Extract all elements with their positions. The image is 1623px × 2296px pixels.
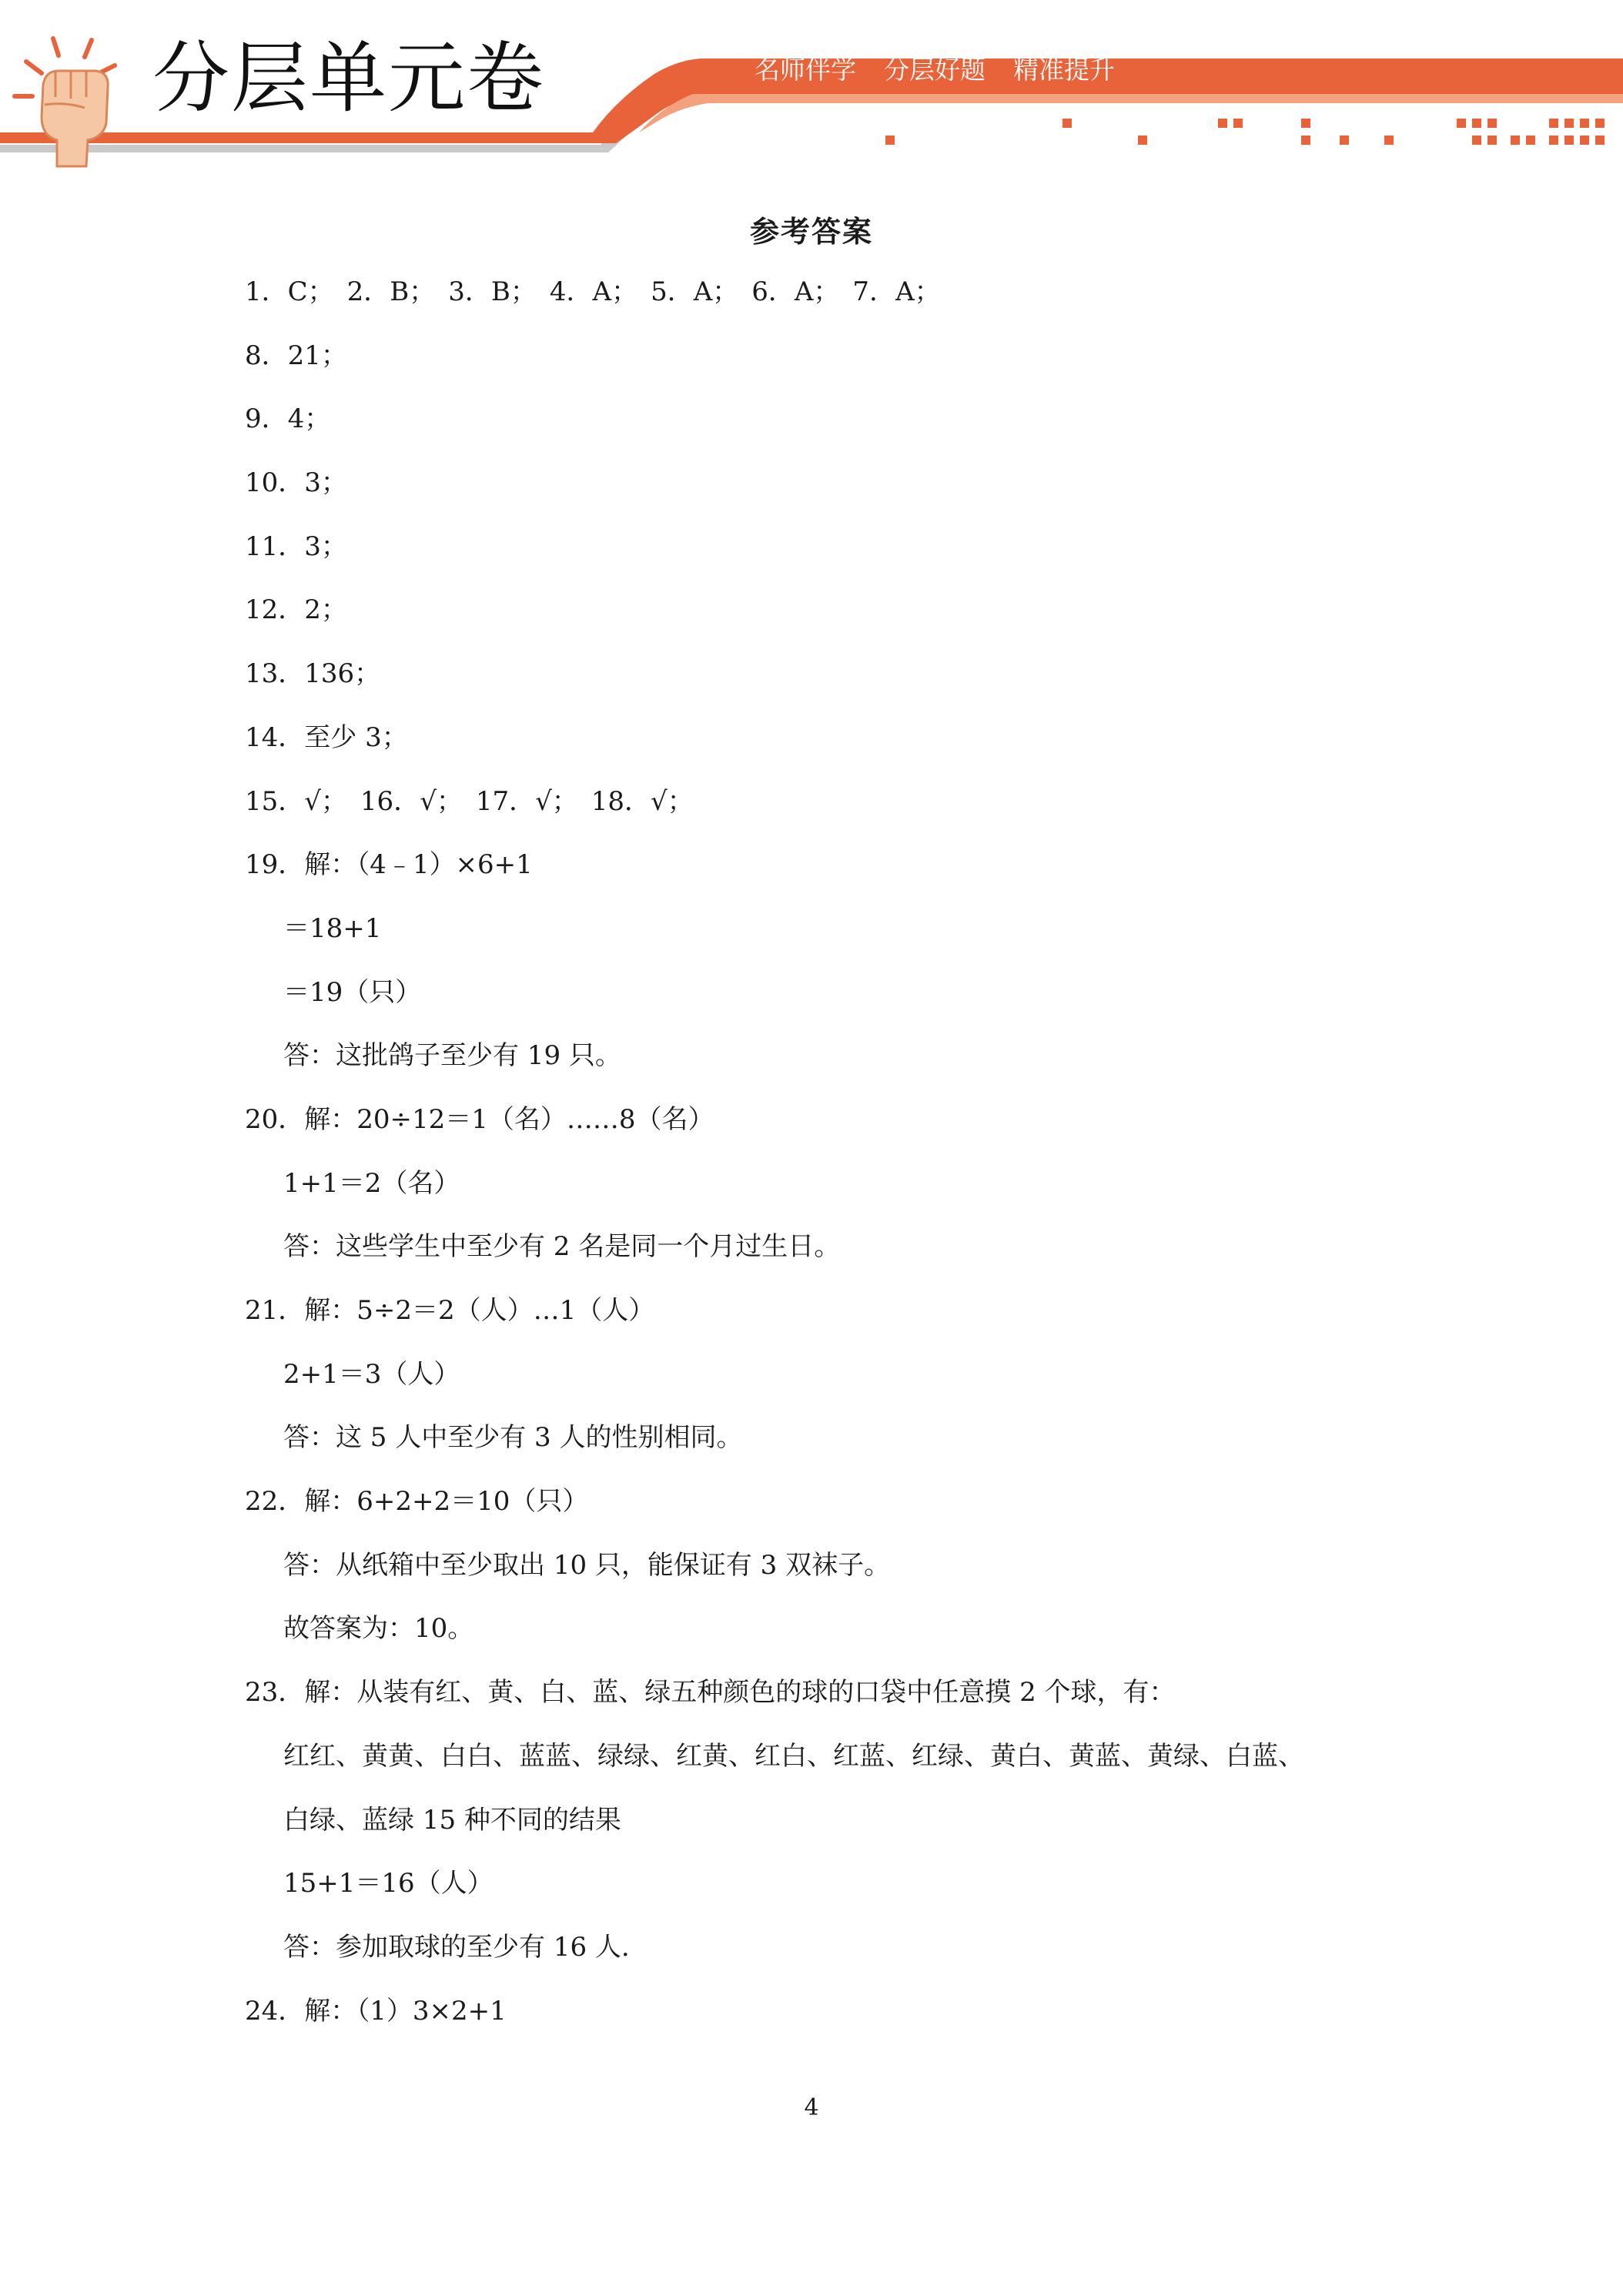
slogan-part: 精准提升 <box>1013 55 1115 85</box>
answer-line: 11．3； <box>245 530 347 562</box>
answer-line: 红红、黄黄、白白、蓝蓝、绿绿、红黄、红白、红蓝、红绿、黄白、黄蓝、黄绿、白蓝、 <box>283 1740 1304 1772</box>
page-header <box>0 0 1623 177</box>
answer-line: 1．C； 2．B； 3．B； 4．A； 5．A； 6．A； 7．A； <box>245 276 941 307</box>
answer-line: 15．√； 16．√； 17．√； 18．√； <box>245 785 694 817</box>
answer-list <box>245 274 1492 2057</box>
answer-line: 8．21； <box>245 340 347 371</box>
answer-line: 21．解：5÷2＝2（人）…1（人） <box>245 1295 655 1326</box>
answer-line: 答：这些学生中至少有 2 名是同一个月过生日。 <box>283 1231 841 1263</box>
answer-line: 答：从纸箱中至少取出 10 只，能保证有 3 双袜子。 <box>283 1549 891 1581</box>
page-number: 4 <box>804 2094 819 2121</box>
answer-line: 答：这 5 人中至少有 3 人的性别相同。 <box>283 1422 743 1454</box>
raised-fist-icon <box>11 31 126 169</box>
answer-line: 12．2； <box>245 594 347 626</box>
answer-line: 23．解：从装有红、黄、白、蓝、绿五种颜色的球的口袋中任意摸 2 个球，有： <box>245 1677 1176 1709</box>
answer-line: 19．解：（4﹣1）×6+1 <box>245 849 533 881</box>
answer-line: 20．解：20÷12＝1（名）……8（名） <box>245 1103 714 1135</box>
page-title: 参考答案 <box>749 215 873 249</box>
answer-line: 15+1＝16（人） <box>283 1868 494 1899</box>
answer-line: ＝19（只） <box>283 976 422 1008</box>
answer-line: 1+1＝2（名） <box>283 1167 460 1199</box>
answer-line: 故答案为：10。 <box>283 1613 474 1645</box>
answer-line: 10．3； <box>245 467 347 499</box>
answer-line: 2+1＝3（人） <box>283 1358 460 1390</box>
answer-line: 14．至少 3； <box>245 721 408 753</box>
answer-line: 白绿、蓝绿 15 种不同的结果 <box>283 1804 621 1836</box>
answer-line: 9．4； <box>245 403 331 435</box>
answer-line: ＝18+1 <box>283 912 382 944</box>
answer-line: 24．解：（1）3×2+1 <box>245 1995 507 2027</box>
answer-line: 答：这批鸽子至少有 19 只。 <box>283 1040 621 1072</box>
answer-line: 22．解：6+2+2＝10（只） <box>245 1486 589 1518</box>
series-title: 分层单元卷 <box>152 33 545 123</box>
slogan-part: 名师伴学 <box>755 55 856 85</box>
answer-line: 答：参加取球的至少有 16 人. <box>283 1931 630 1963</box>
header-slogan <box>755 55 1143 85</box>
slogan-part: 分层好题 <box>884 55 986 85</box>
answer-line: 13．136； <box>245 658 381 690</box>
